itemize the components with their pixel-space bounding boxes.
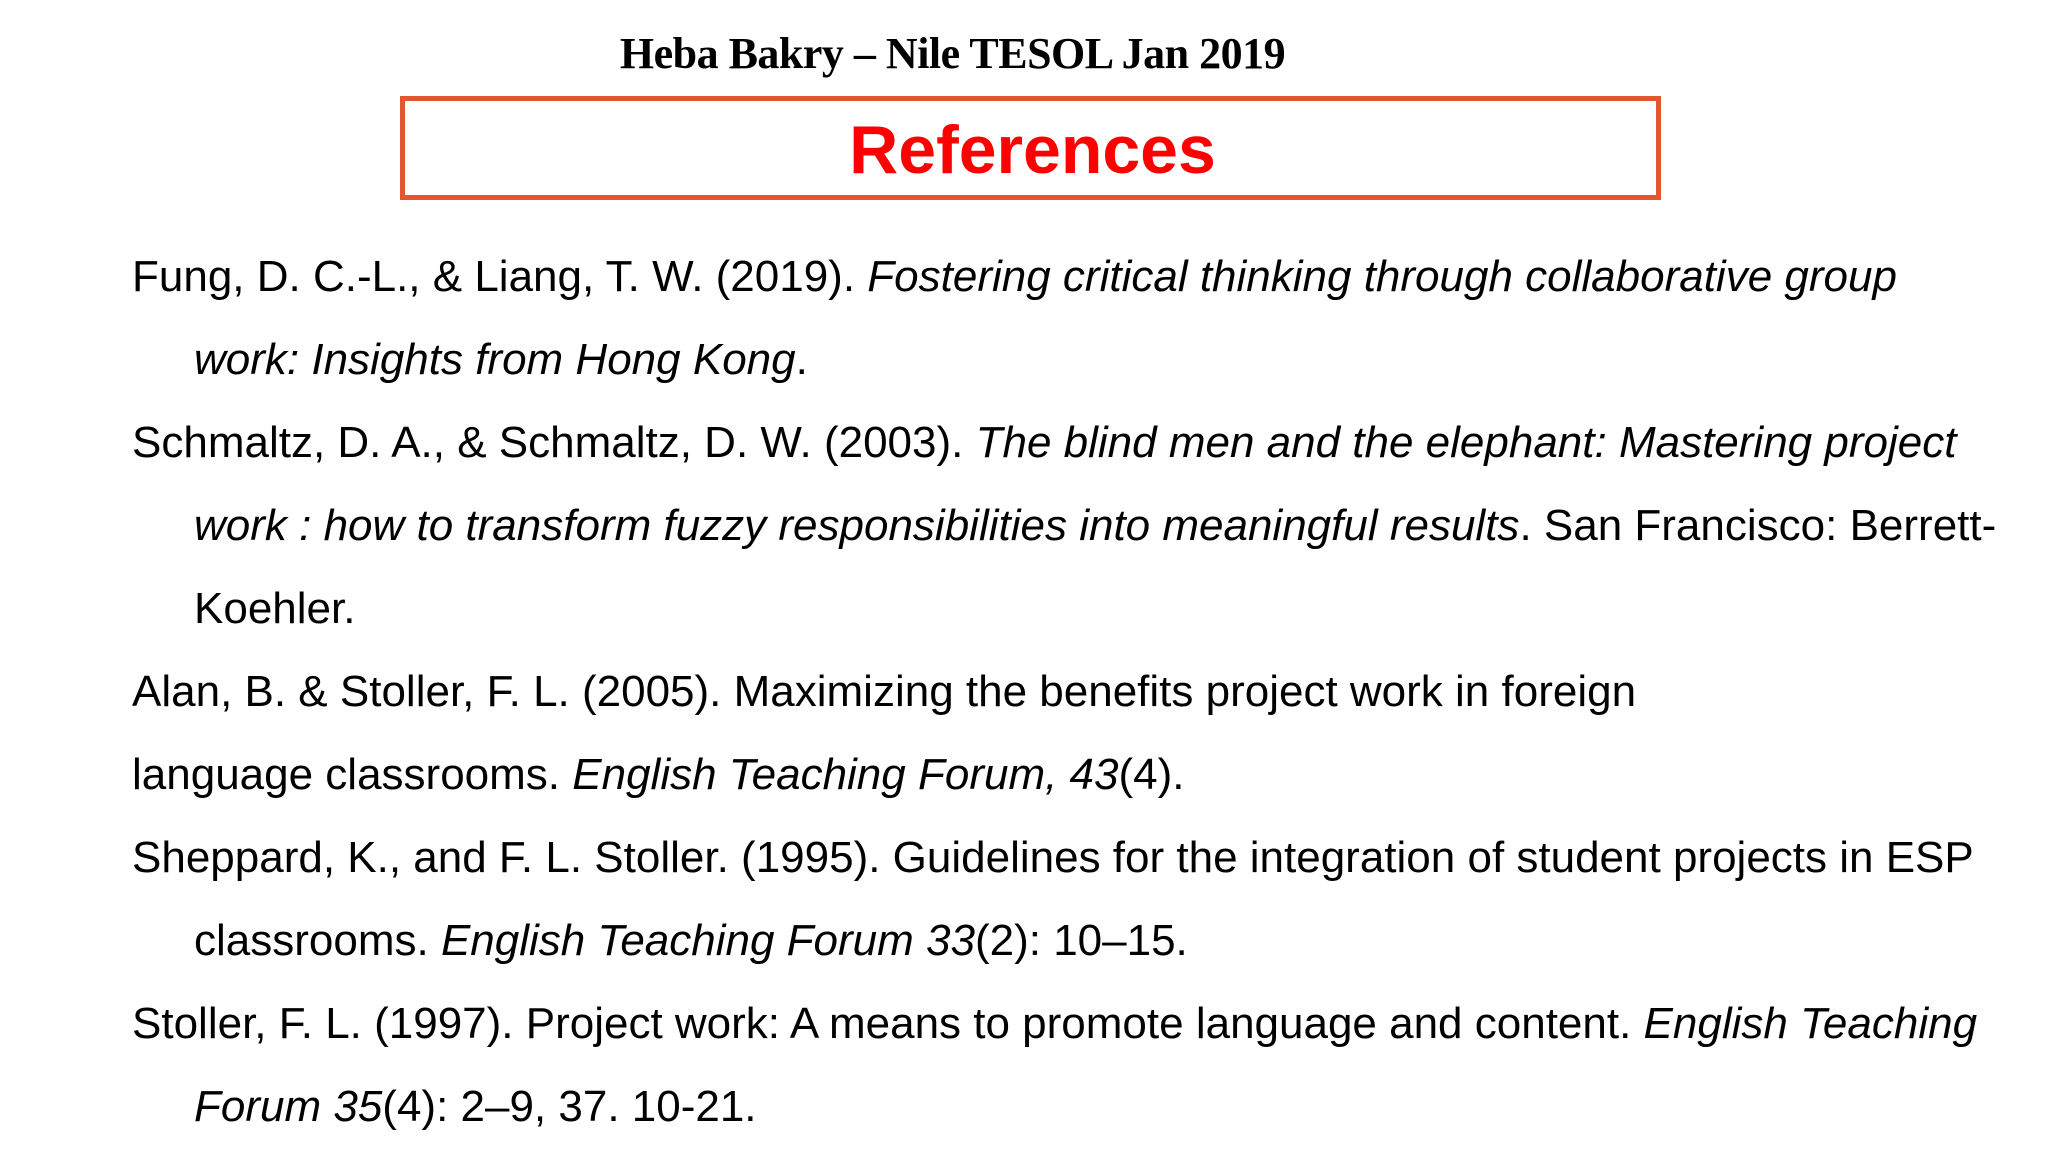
reference-title: The blind men and the elephant: Mastering project work : how to transform fuzzy responsibilities into meaningful results <box>194 418 1957 550</box>
reference-text: . <box>795 335 808 384</box>
reference-text: Stoller, F. L. (1997). Project work: A means to promote language and content. <box>132 999 1644 1048</box>
reference-title: English Teaching Forum, 43 <box>572 750 1119 799</box>
reference-text: (4). <box>1118 750 1185 799</box>
reference-text: Fung, D. C.-L., & Liang, T. W. (2019). <box>132 252 868 301</box>
reference-item-fung <box>132 235 2012 401</box>
reference-line <box>132 733 2012 816</box>
reference-list <box>132 235 2012 1148</box>
reference-item-alan <box>132 650 2012 816</box>
reference-text: Sheppard, K., and F. L. Stoller. (1995). Guidelines for the integration of student projects in ESP classrooms. <box>132 833 1973 965</box>
reference-item-stoller <box>132 982 2012 1148</box>
reference-title: English Teaching Forum 35 <box>194 999 1978 1131</box>
reference-title: English Teaching Forum 33 <box>440 916 975 965</box>
reference-text: (4): 2–9, 37. 10-21. <box>382 1082 757 1131</box>
reference-text: Alan, B. & Stoller, F. L. (2005). Maximizing the benefits project work in foreign <box>132 667 1637 716</box>
title-box <box>400 96 1661 200</box>
slide-title: References <box>849 112 1216 188</box>
reference-item-schmaltz <box>132 401 2012 650</box>
reference-text: . San Francisco: Berrett-Koehler. <box>194 501 1997 633</box>
reference-item-sheppard <box>132 816 2012 982</box>
reference-title: Fostering critical thinking through collaborative group work: Insights from Hong Kong <box>194 252 1897 384</box>
reference-text: (2): 10–15. <box>974 916 1188 965</box>
reference-text: language classrooms. <box>132 750 573 799</box>
reference-text: Schmaltz, D. A., & Schmaltz, D. W. (2003). <box>132 418 976 467</box>
slide-header: Heba Bakry – Nile TESOL Jan 2019 <box>619 29 1286 78</box>
